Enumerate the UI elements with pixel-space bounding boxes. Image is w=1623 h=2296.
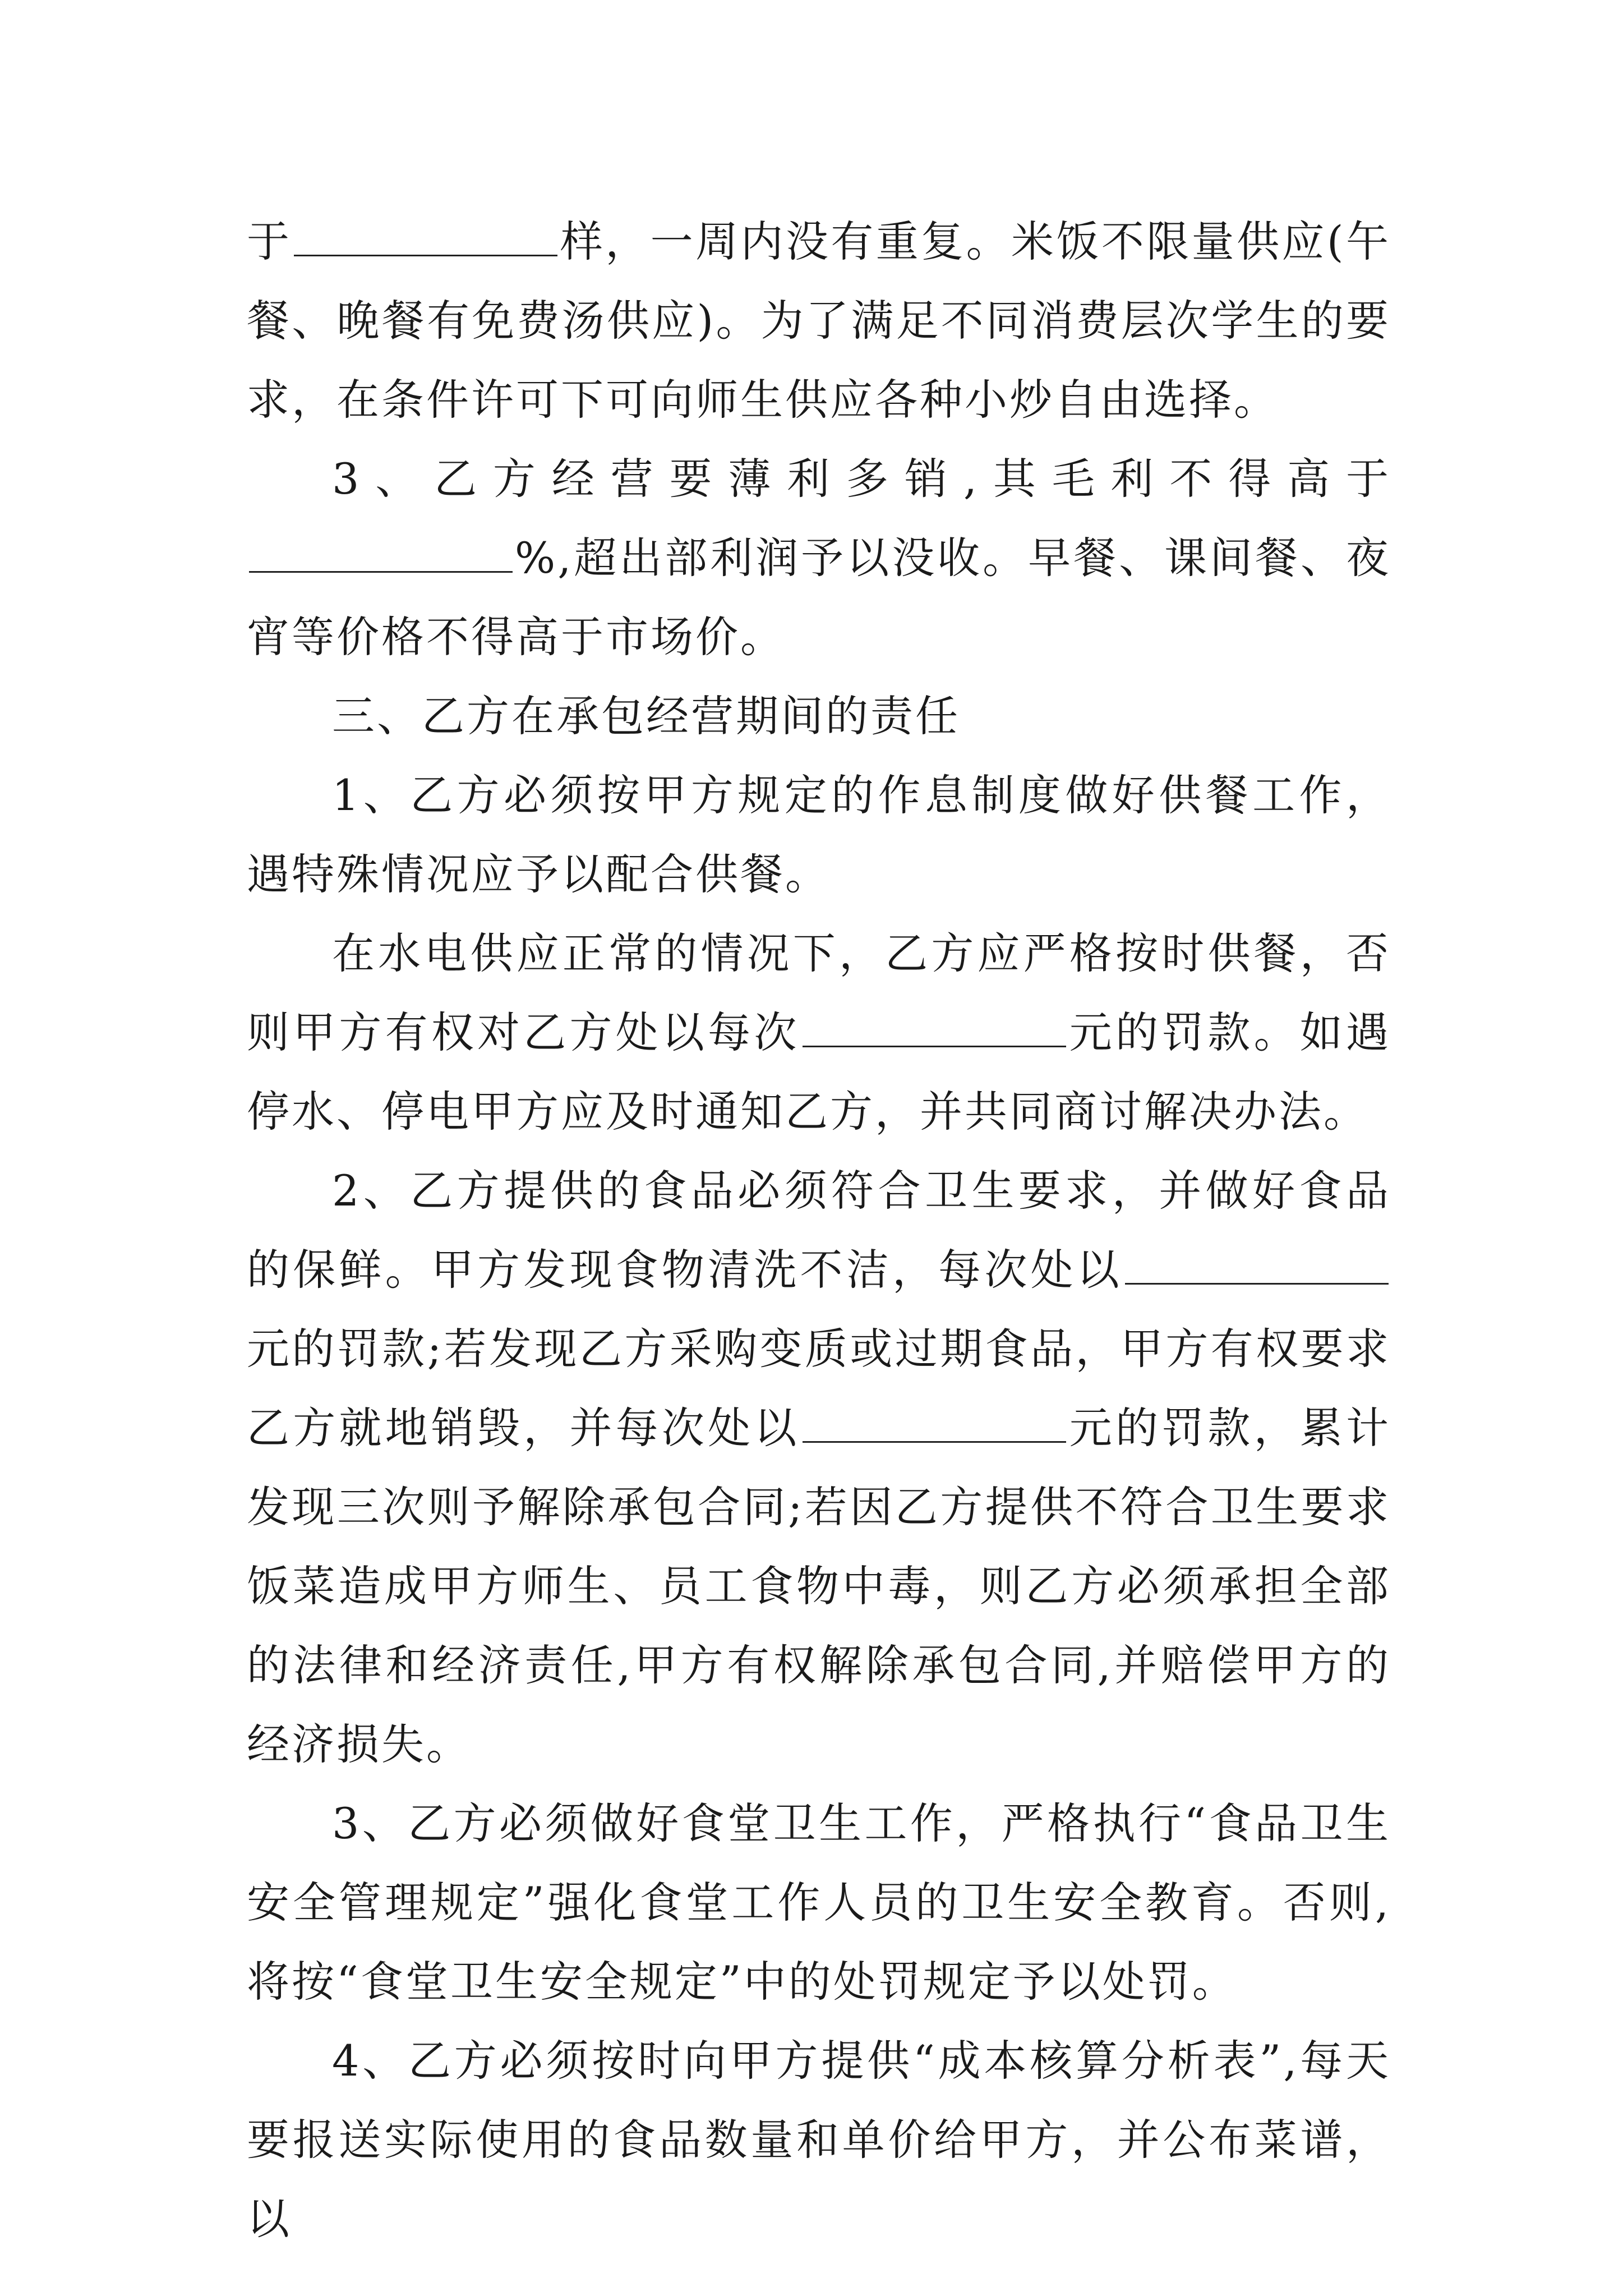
paragraph-text: 4、乙方必须按时向甲方提供“成本核算分析表”,每天要报送实际使用的食品数量和单价给甲方，并公布菜谱，以 — [247, 2036, 1391, 2244]
paragraph-text: 元的罚款，累计发现三次则予解除承包合同;若因乙方提供不符合卫生要求饭菜造成甲方师生、员工食物中毒，则乙方必须承担全部的法律和经济责任,甲方有权解除承包合同,并赔偿甲方的经济损失。 — [247, 1403, 1391, 1769]
paragraph-text: 三、乙方在承包经营期间的责任 — [332, 691, 960, 741]
paragraph-text: 于 — [247, 217, 292, 266]
fill-in-blank — [249, 537, 513, 573]
paragraph — [247, 1151, 1391, 1784]
paragraph-text: 3、乙方必须做好食堂卫生工作，严格执行“食品卫生安全管理规定”强化食堂工作人员的卫生安全教育。否则,将按“食堂卫生安全规定”中的处罚规定予以处罚。 — [247, 1798, 1391, 2007]
section-heading — [247, 677, 1391, 756]
paragraph-text: 样，一周内没有重复。米饭不限量供应(午餐、晚餐有免费汤供应)。为了满足不同消费层次学生的要求，在条件许可下可向师生供应各种小炒自由选择。 — [247, 217, 1391, 425]
paragraph-text: 元的罚款;若发现乙方采购变质或过期食品，甲方有权要求乙方就地销毁，并每次处以 — [247, 1324, 1391, 1453]
fill-in-blank — [803, 1407, 1066, 1443]
fill-in-blank — [294, 221, 557, 256]
fill-in-blank — [1125, 1249, 1389, 1285]
paragraph — [247, 1784, 1391, 2021]
paragraph — [247, 756, 1391, 914]
paragraph-text: 3、乙方经营要薄利多销,其毛利不得高于 — [332, 454, 1391, 504]
paragraph — [247, 439, 1391, 677]
paragraph-text: 2、乙方提供的食品必须符合卫生要求，并做好食品的保鲜。甲方发现食物清洗不洁，每次处以 — [247, 1166, 1391, 1295]
paragraph — [247, 2021, 1391, 2258]
paragraph-text: %,超出部利润予以没收。早餐、课间餐、夜宵等价格不得高于市场价。 — [247, 533, 1391, 662]
document-page — [247, 202, 1391, 2258]
paragraph — [247, 202, 1391, 439]
paragraph-text: 在水电供应正常的情况下，乙方应严格按时供餐，否则甲方有权对乙方处以每次 — [247, 928, 1391, 1057]
paragraph — [247, 914, 1391, 1151]
fill-in-blank — [803, 1012, 1066, 1047]
paragraph-text: 1、乙方必须按甲方规定的作息制度做好供餐工作，遇特殊情况应予以配合供餐。 — [247, 770, 1391, 899]
paragraph-text: 元的罚款。如遇停水、停电甲方应及时通知乙方，并共同商讨解决办法。 — [247, 1007, 1391, 1137]
